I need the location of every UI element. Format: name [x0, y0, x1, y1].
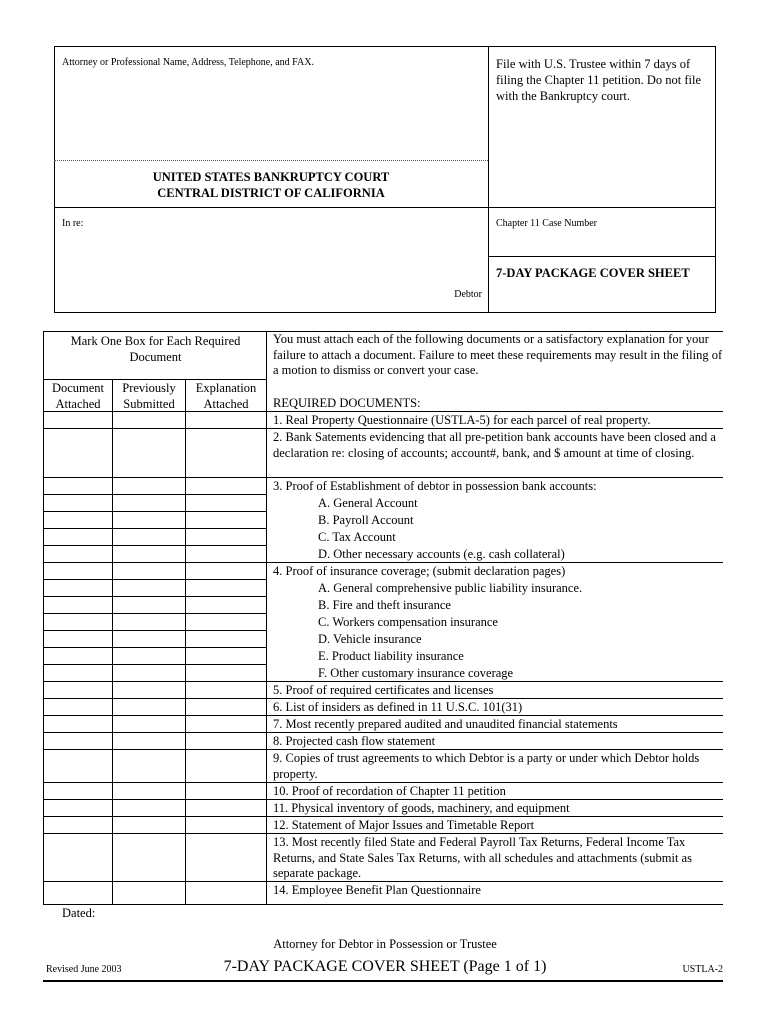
list-item: 2. Bank Satements evidencing that all pre-petition bank accounts have been closed and a declaration re: closing of accounts; account#, bank, and $ amount at time of closing. — [273, 430, 716, 460]
form-title: 7-DAY PACKAGE COVER SHEET — [496, 266, 690, 280]
row-line — [43, 630, 266, 631]
row-line — [43, 613, 266, 614]
list-item: B. Fire and theft insurance — [318, 598, 451, 612]
list-item: 10. Proof of recordation of Chapter 11 petition — [273, 784, 506, 798]
page-footer-title: 7-DAY PACKAGE COVER SHEET (Page 1 of 1) — [223, 958, 547, 975]
case-number-divider — [488, 256, 716, 257]
list-item: D. Vehicle insurance — [318, 632, 422, 646]
table-col-divider-1 — [112, 379, 113, 904]
list-item: B. Payroll Account — [318, 513, 414, 527]
list-item: C. Workers compensation insurance — [318, 615, 498, 629]
row-line — [43, 596, 266, 597]
court-divider — [54, 207, 716, 208]
list-item: 6. List of insiders as defined in 11 U.S.C. 101(31) — [273, 700, 523, 714]
table-col-divider-2 — [185, 379, 186, 904]
list-item: A. General Account — [318, 496, 418, 510]
court-name: UNITED STATES BANKRUPTCY COURT — [152, 170, 390, 184]
list-item: 13. Most recently filed State and Federal Payroll Tax Returns, Federal Income Tax Returns, and State Sales Tax Returns, with all schedules and attachments (submit as separate package. — [273, 835, 692, 880]
footer-rule — [43, 980, 723, 982]
mark-instruction: Mark One Box for Each Required Document — [70, 334, 241, 364]
attorney-label: Attorney or Professional Name, Address, Telephone, and FAX. — [62, 57, 314, 68]
caption-divider — [488, 46, 489, 313]
signature-label: Attorney for Debtor in Possession or Trustee — [273, 937, 497, 951]
list-item: 8. Projected cash flow statement — [273, 734, 436, 748]
list-item: F. Other customary insurance coverage — [318, 666, 514, 680]
list-item: D. Other necessary accounts (e.g. cash collateral) — [318, 547, 565, 561]
attach-instruction: You must attach each of the following documents or a satisfactory explanation for your failure to attach a document. Failure to meet these requirements may result in the filing of a motion to dismiss or convert your case. — [273, 332, 723, 377]
list-item: E. Product liability insurance — [318, 649, 464, 663]
row-line — [43, 545, 266, 546]
revised-date: Revised June 2003 — [46, 964, 122, 975]
file-note: File with U.S. Trustee within 7 days of filing the Chapter 11 petition. Do not file with the Bankruptcy court. — [496, 57, 702, 103]
court-district: CENTRAL DISTRICT OF CALIFORNIA — [157, 186, 385, 200]
list-item: 12. Statement of Major Issues and Timetable Report — [273, 818, 535, 832]
row-line — [43, 664, 266, 665]
dated-label: Dated: — [62, 906, 96, 920]
row-line — [43, 647, 266, 648]
list-item: 9. Copies of trust agreements to which Debtor is a party or under which Debtor holds property. — [273, 751, 700, 781]
debtor-label: Debtor — [454, 289, 482, 300]
row-line — [43, 782, 723, 783]
list-item: 14. Employee Benefit Plan Questionnaire — [273, 883, 481, 897]
form-code: USTLA-2 — [682, 964, 723, 975]
col-header-explanation-attached: Explanation Attached — [195, 381, 257, 411]
table-left-border — [43, 331, 44, 904]
col-header-previously-submitted: Previously Submitted — [122, 381, 176, 411]
attorney-divider — [54, 160, 488, 161]
list-item: 5. Proof of required certificates and licenses — [273, 683, 494, 697]
required-documents-heading: REQUIRED DOCUMENTS: — [273, 396, 421, 410]
list-item: 3. Proof of Establishment of debtor in possession bank accounts: — [273, 479, 597, 493]
list-item: 4. Proof of insurance coverage; (submit declaration pages) — [273, 564, 566, 578]
row-line — [43, 579, 266, 580]
list-item: A. General comprehensive public liability insurance. — [318, 581, 583, 595]
case-number-label: Chapter 11 Case Number — [496, 218, 597, 229]
row-line — [43, 511, 266, 512]
table-bottom-border — [43, 904, 723, 905]
row-line — [43, 494, 266, 495]
list-item: 11. Physical inventory of goods, machinery, and equipment — [273, 801, 570, 815]
row-line — [43, 528, 266, 529]
in-re-label: In re: — [62, 218, 84, 229]
list-item: C. Tax Account — [318, 530, 396, 544]
col-header-document-attached: Document Attached — [51, 381, 105, 411]
row-line — [43, 477, 723, 478]
table-col-divider-3 — [266, 331, 267, 904]
list-item: 7. Most recently prepared audited and unaudited financial statements — [273, 717, 618, 731]
list-item: 1. Real Property Questionnaire (USTLA-5) for each parcel of real property. — [273, 413, 651, 427]
